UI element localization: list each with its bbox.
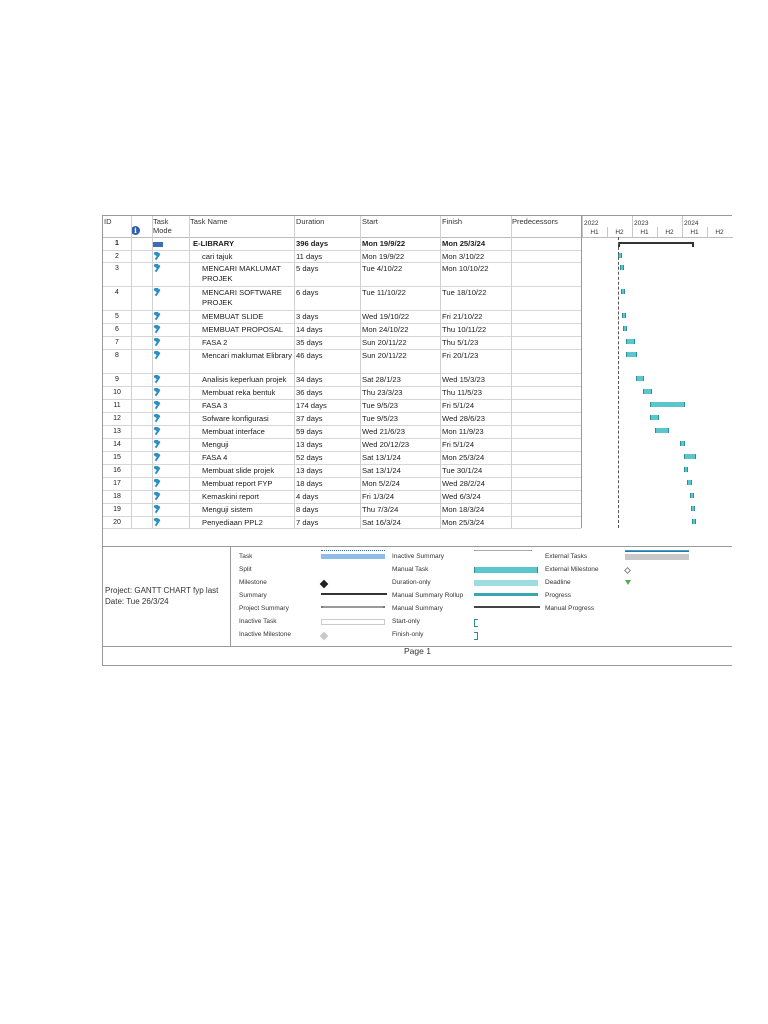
task-name: MEMBUAT SLIDE (202, 312, 264, 321)
task-name: FASA 2 (202, 338, 228, 347)
legend-label: External Tasks (545, 553, 588, 560)
legend-label: Task (239, 553, 253, 560)
task-finish: Tue 18/10/22 (442, 288, 487, 297)
task-start: Mon 24/10/22 (362, 325, 409, 334)
manual-task-pin-icon (153, 414, 167, 425)
task-duration: 8 days (296, 505, 319, 514)
header-start: Start (362, 217, 378, 226)
manual-task-pin-icon (153, 479, 167, 490)
task-bar[interactable] (622, 313, 626, 318)
task-name: Membuat slide projek (202, 466, 275, 475)
legend-swatch-external-milestone (624, 567, 631, 574)
manual-task-pin-icon (153, 505, 167, 516)
legend-label: Duration-only (392, 579, 431, 586)
task-name: Sofware konfigurasi (202, 414, 269, 423)
project-info (105, 585, 218, 607)
header-task-name: Task Name (190, 217, 228, 226)
col-divider (131, 216, 132, 528)
task-duration: 5 days (296, 264, 319, 273)
task-duration: 35 days (296, 338, 323, 347)
legend-swatch-manual-summary (474, 606, 540, 608)
legend-swatch-manual-task (474, 567, 538, 573)
legend-label: Inactive Milestone (239, 631, 292, 638)
legend-label: Project Summary (239, 605, 289, 612)
task-duration: 6 days (296, 288, 319, 297)
task-duration: 11 days (296, 252, 323, 261)
manual-task-pin-icon (153, 288, 167, 299)
page-number: Page 1 (404, 646, 431, 656)
task-bar[interactable] (650, 415, 659, 420)
legend-label: External Milestone (545, 566, 599, 573)
task-name: MENCARI SOFTWARE PROJEK (202, 288, 282, 307)
legend-swatch-project-summary (321, 606, 385, 608)
timescale-tick (632, 216, 633, 237)
task-start: Sun 20/11/22 (362, 351, 407, 360)
table-row[interactable] (103, 425, 581, 439)
task-start: Mon 5/2/24 (362, 479, 400, 488)
legend-swatch-external-tasks (625, 554, 689, 560)
task-duration: 7 days (296, 518, 319, 527)
task-duration: 59 days (296, 427, 323, 436)
table-row[interactable] (103, 438, 581, 452)
table-header (103, 216, 581, 238)
task-bar[interactable] (680, 441, 684, 446)
legend-label: Manual Summary (392, 605, 443, 612)
task-bar[interactable] (650, 402, 685, 407)
table-row[interactable] (103, 490, 581, 504)
task-name: Penyediaan PPL2 (202, 518, 263, 527)
legend-swatch-inactive-summary (474, 550, 532, 551)
info-icon: i (131, 226, 140, 235)
manual-task-pin-icon (153, 466, 167, 477)
task-start: Tue 4/10/22 (362, 264, 403, 273)
legend-swatch-manual-progress (625, 550, 689, 551)
task-id: 16 (113, 467, 121, 474)
task-finish: Fri 21/10/22 (442, 312, 483, 321)
task-id: 7 (115, 339, 119, 346)
timescale-half: H1 (590, 229, 599, 236)
task-name: MEMBUAT PROPOSAL (202, 325, 284, 334)
task-finish: Mon 10/10/22 (442, 264, 489, 273)
task-duration: 37 days (296, 414, 323, 423)
task-start: Thu 23/3/23 (362, 388, 403, 397)
task-start: Sat 28/1/23 (362, 375, 401, 384)
legend-label: Manual Task (392, 566, 429, 573)
timescale-half: H1 (690, 229, 699, 236)
task-name: MENCARI MAKLUMAT PROJEK (202, 264, 281, 283)
legend-area (103, 546, 732, 647)
legend-swatch-split (321, 550, 385, 551)
task-id: 13 (113, 428, 121, 435)
legend-label: Progress (545, 592, 572, 599)
task-bar[interactable] (690, 493, 694, 498)
task-id: 11 (113, 402, 121, 409)
table-row[interactable] (103, 349, 581, 374)
table-row[interactable] (103, 373, 581, 387)
legend-swatch-task (321, 554, 385, 559)
col-divider (152, 216, 153, 528)
table-row[interactable] (103, 399, 581, 413)
task-duration: 52 days (296, 453, 323, 462)
timescale-half: H2 (615, 229, 624, 236)
manual-task-pin-icon (153, 427, 167, 438)
manual-task-pin-icon (153, 264, 167, 275)
task-finish: Mon 25/3/24 (442, 518, 485, 527)
table-row[interactable] (103, 412, 581, 426)
header-predecessors: Predecessors (512, 217, 558, 226)
legend-swatch-milestone (320, 580, 328, 588)
task-finish: Thu 5/1/23 (442, 338, 479, 347)
task-start: Wed 20/12/23 (362, 440, 410, 449)
legend-label: Manual Progress (545, 605, 595, 612)
legend-label: Manual Summary Rollup (392, 592, 464, 599)
task-id: 19 (113, 506, 121, 513)
task-bar[interactable] (684, 467, 688, 472)
task-name: Mencari maklumat Elibrary (202, 351, 292, 360)
task-bar[interactable] (621, 289, 625, 294)
task-start: Fri 1/3/24 (362, 492, 395, 501)
manual-task-pin-icon (153, 325, 167, 336)
task-finish: Wed 6/3/24 (442, 492, 481, 501)
task-duration: 13 days (296, 466, 323, 475)
legend-swatch-summary (321, 593, 387, 595)
task-bar[interactable] (684, 454, 696, 459)
task-name: Kemaskini report (202, 492, 259, 501)
task-duration: 14 days (296, 325, 323, 334)
col-divider (511, 216, 512, 528)
table-row[interactable] (103, 516, 581, 529)
col-divider (189, 216, 190, 528)
timescale-half: H2 (665, 229, 674, 236)
task-finish: Mon 11/9/23 (442, 427, 484, 436)
task-start: Tue 9/5/23 (362, 414, 399, 423)
task-finish: Wed 15/3/23 (442, 375, 485, 384)
task-id: 17 (113, 480, 121, 487)
manual-task-pin-icon (153, 351, 167, 362)
task-duration: 34 days (296, 375, 323, 384)
task-finish: Fri 5/1/24 (442, 440, 475, 449)
header-duration: Duration (296, 217, 325, 226)
legend-label: Finish-only (392, 631, 424, 638)
task-bar[interactable] (643, 389, 652, 394)
task-start: Thu 7/3/24 (362, 505, 399, 514)
manual-task-pin-icon (153, 453, 167, 464)
task-bar[interactable] (636, 376, 644, 381)
project-date: Date: Tue 26/3/24 (105, 597, 169, 606)
task-duration: 3 days (296, 312, 319, 321)
timescale-tick (707, 227, 708, 237)
col-divider (440, 216, 441, 528)
col-divider (294, 216, 295, 528)
task-start: Mon 19/9/22 (362, 239, 406, 248)
task-duration: 396 days (296, 239, 329, 248)
legend-swatch-duration-only (474, 580, 538, 586)
gantt-print-sheet (102, 215, 732, 666)
summary-task-icon (153, 239, 167, 249)
task-name: Membuat report FYP (202, 479, 273, 488)
task-id: 20 (113, 519, 121, 526)
task-finish: Tue 30/1/24 (442, 466, 483, 475)
task-bar[interactable] (691, 506, 695, 511)
manual-task-pin-icon (153, 518, 167, 529)
task-id: 8 (115, 352, 119, 359)
table-row[interactable] (103, 237, 581, 251)
table-row[interactable] (103, 451, 581, 465)
manual-task-pin-icon (153, 492, 167, 503)
timescale-half: H1 (640, 229, 649, 236)
task-finish: Mon 25/3/24 (442, 453, 485, 462)
timescale-tick (607, 227, 608, 237)
table-row[interactable] (103, 310, 581, 324)
table-row[interactable] (103, 336, 581, 350)
task-duration: 13 days (296, 440, 323, 449)
legend-label: Split (239, 566, 252, 573)
task-start: Tue 9/5/23 (362, 401, 399, 410)
task-id: 4 (115, 289, 119, 296)
task-bar[interactable] (692, 519, 696, 524)
manual-task-pin-icon (153, 338, 167, 349)
task-id: 6 (115, 326, 119, 333)
header-id: ID (104, 217, 112, 226)
task-name: Membuat interface (202, 427, 265, 436)
task-id: 2 (115, 253, 119, 260)
timescale-year: 2023 (634, 220, 649, 227)
table-row[interactable] (103, 262, 581, 287)
table-row[interactable] (103, 503, 581, 517)
legend-swatch-finish-only (474, 632, 478, 640)
task-id: 3 (115, 265, 119, 272)
table-row[interactable] (103, 477, 581, 491)
legend-swatch-inactive-task (321, 619, 385, 625)
task-id: 5 (115, 313, 119, 320)
task-name: Menguji sistem (202, 505, 253, 514)
task-bar[interactable] (626, 352, 636, 357)
task-bar[interactable] (620, 265, 624, 270)
timescale-tick (582, 216, 583, 237)
task-finish: Wed 28/2/24 (442, 479, 485, 488)
table-row[interactable] (103, 286, 581, 311)
legend-label: Summary (239, 592, 267, 599)
task-name: Membuat reka bentuk (202, 388, 276, 397)
header-task-mode: Task Mode (153, 217, 172, 235)
summary-bar[interactable] (618, 242, 694, 244)
task-finish: Mon 25/3/24 (442, 239, 486, 248)
task-finish: Wed 28/6/23 (442, 414, 485, 423)
timescale-year: 2022 (584, 220, 599, 227)
task-id: 10 (113, 389, 121, 396)
task-name: Analisis keperluan projek (202, 375, 287, 384)
timescale-tick (657, 227, 658, 237)
legend-label: Inactive Summary (392, 553, 445, 560)
manual-task-pin-icon (153, 375, 167, 386)
legend-divider (230, 547, 231, 646)
legend-label: Start-only (392, 618, 420, 625)
task-table (103, 216, 581, 528)
table-row[interactable] (103, 323, 581, 337)
task-finish: Thu 11/5/23 (442, 388, 482, 397)
task-name: cari tajuk (202, 252, 233, 261)
task-bar[interactable] (687, 480, 692, 485)
timescale-half: H2 (715, 229, 724, 236)
manual-task-pin-icon (153, 388, 167, 399)
task-start: Wed 19/10/22 (362, 312, 410, 321)
legend-label: Inactive Task (239, 618, 277, 625)
task-id: 14 (113, 441, 121, 448)
legend-swatch-deadline (625, 580, 631, 585)
task-duration: 4 days (296, 492, 319, 501)
task-start: Mon 19/9/22 (362, 252, 405, 261)
task-start: Sun 20/11/22 (362, 338, 407, 347)
timescale-tick (682, 216, 683, 237)
manual-task-pin-icon (153, 312, 167, 323)
task-id: 1 (115, 240, 119, 247)
task-name: FASA 4 (202, 453, 228, 462)
legend-label: Deadline (545, 579, 571, 586)
task-name: FASA 3 (202, 401, 228, 410)
task-start: Tue 11/10/22 (362, 288, 406, 297)
task-finish: Mon 3/10/22 (442, 252, 485, 261)
task-id: 12 (113, 415, 121, 422)
timescale-year: 2024 (684, 220, 699, 227)
table-row[interactable] (103, 386, 581, 400)
task-id: 18 (113, 493, 121, 500)
task-name: Menguji (202, 440, 229, 449)
legend-label: Milestone (239, 579, 267, 586)
task-bar[interactable] (655, 428, 668, 433)
timescale-header (582, 216, 733, 238)
task-bar[interactable] (626, 339, 634, 344)
table-row[interactable] (103, 464, 581, 478)
task-duration: 174 days (296, 401, 327, 410)
legend-swatch-start-only (474, 619, 478, 627)
task-id: 9 (115, 376, 119, 383)
task-finish: Mon 18/3/24 (442, 505, 485, 514)
task-finish: Thu 10/11/22 (442, 325, 487, 334)
task-start: Sat 13/1/24 (362, 466, 401, 475)
task-duration: 36 days (296, 388, 323, 397)
legend-swatch-inactive-milestone (320, 632, 328, 640)
task-start: Sat 16/3/24 (362, 518, 401, 527)
task-finish: Fri 20/1/23 (442, 351, 479, 360)
col-divider (360, 216, 361, 528)
task-finish: Fri 5/1/24 (442, 401, 475, 410)
task-duration: 46 days (296, 351, 323, 360)
task-bar[interactable] (623, 326, 627, 331)
task-start: Sat 13/1/24 (362, 453, 401, 462)
header-finish: Finish (442, 217, 463, 226)
legend-swatch-manual-summary-rollup (474, 593, 538, 596)
project-start-line (618, 237, 619, 528)
manual-task-pin-icon (153, 401, 167, 412)
task-start: Wed 21/6/23 (362, 427, 405, 436)
task-name: E-LIBRARY (193, 239, 235, 248)
task-duration: 18 days (296, 479, 323, 488)
task-id: 15 (113, 454, 121, 461)
project-name: Project: GANTT CHART fyp last (105, 586, 219, 595)
manual-task-pin-icon (153, 440, 167, 451)
gantt-chart-area (581, 216, 733, 528)
